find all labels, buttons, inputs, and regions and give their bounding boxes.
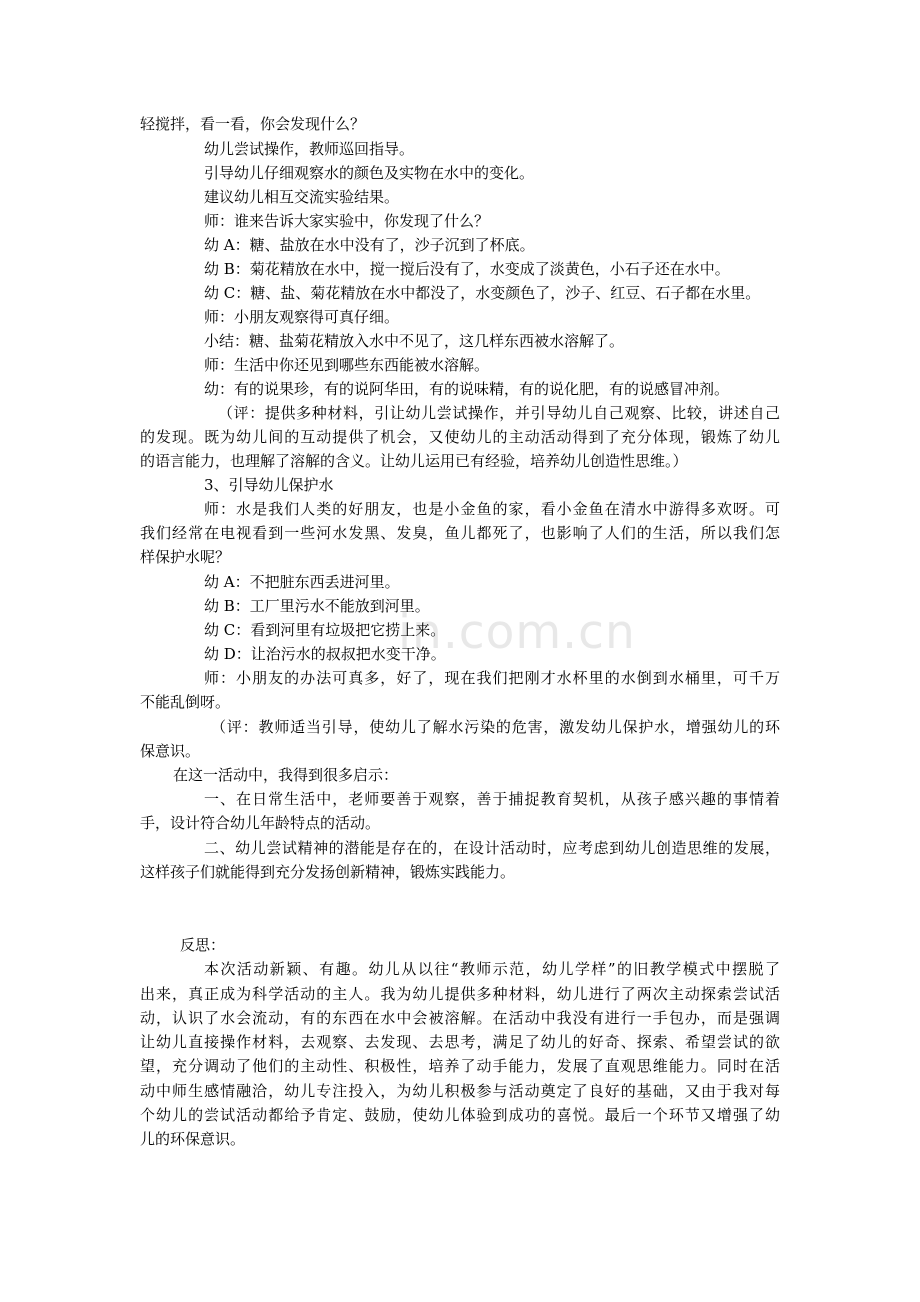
text-line: 幼 D：让治污水的叔叔把水变干净。: [204, 645, 446, 663]
text-line: 幼 B：菊花精放在水中，搅一搅后没有了，水变成了淡黄色，小石子还在水中。: [204, 260, 730, 278]
text-line: 个幼儿的尝试活动都给予肯定、鼓励，使幼儿体验到成功的喜悦。最后一个环节又增强了幼: [140, 1106, 780, 1124]
text-line: 幼 C：糖、盐、菊花精放在水中都没了，水变颜色了，沙子、红豆、石子都在水里。: [204, 284, 761, 302]
text-line: 本次活动新颖、有趣。幼儿从以往“教师示范，幼儿学样”的旧教学模式中摆脱了: [204, 960, 780, 978]
watermark: in.com.cn: [398, 605, 636, 660]
text-line: 我们经常在电视看到一些河水发黑、发臭，鱼儿都死了，也影响了人们的生活，所以我们怎: [140, 524, 780, 542]
section-heading: 反思：: [180, 936, 226, 954]
text-line: 手，设计符合幼儿年龄特点的活动。: [140, 814, 381, 832]
text-line: 师：水是我们人类的好朋友，也是小金鱼的家，看小金鱼在清水中游得多欢呀。可: [204, 500, 780, 518]
text-line: 幼 C：看到河里有垃圾把它捞上来。: [204, 621, 446, 639]
text-line: 这样孩子们就能得到充分发扬创新精神，锻炼实践能力。: [140, 863, 516, 881]
text-line: 动中师生感情融洽，幼儿专注投入，为幼儿积极参与活动奠定了良好的基础，又由于我对每: [140, 1082, 780, 1100]
text-line: 幼 B：工厂里污水不能放到河里。: [204, 597, 430, 615]
text-line: 样保护水呢？: [140, 548, 231, 566]
text-line: 的语言能力，也理解了溶解的含义。让幼儿运用已有经验，培养幼儿创造性思维。）: [140, 452, 688, 470]
text-line: 在这一活动中，我得到很多启示：: [173, 766, 399, 784]
text-line: 师：生活中你还见到哪些东西能被水溶解。: [204, 356, 490, 374]
text-line: 幼：有的说果珍，有的说阿华田，有的说味精，有的说化肥，有的说感冒冲剂。: [204, 380, 730, 398]
text-line: 儿的环保意识。: [140, 1130, 246, 1148]
text-line: （评：教师适当引导，使幼儿了解水污染的危害，激发幼儿保护水，增强幼儿的环: [211, 718, 780, 736]
text-line: 保意识。: [140, 742, 201, 760]
text-line: 幼 A：糖、盐放在水中没有了，沙子沉到了杯底。: [204, 236, 535, 254]
section-heading: 3、引导幼儿保护水: [204, 476, 334, 494]
text-line: 师：小朋友观察得可真仔细。: [204, 308, 400, 326]
text-line: 师：谁来告诉大家实验中，你发现了什么？: [204, 212, 490, 230]
text-line: 的发现。既为幼儿间的互动提供了机会，又使幼儿的主动活动得到了充分体现，锻炼了幼儿: [140, 428, 780, 446]
text-line: 让幼儿直接操作材料，去观察、去发现、去思考，满足了幼儿的好奇、探索、希望尝试的欲: [140, 1033, 780, 1051]
text-line: 出来，真正成为科学活动的主人。我为幼儿提供多种材料，幼儿进行了两次主动探索尝试活: [140, 985, 780, 1003]
text-line: 二、幼儿尝试精神的潜能是存在的，在设计活动时，应考虑到幼儿创造思维的发展，: [204, 839, 780, 857]
text-line: 动，认识了水会流动，有的东西在水中会被溶解。在活动中我没有进行一手包办，而是强调: [140, 1009, 780, 1027]
text-line: 引导幼儿仔细观察水的颜色及实物在水中的变化。: [204, 164, 535, 182]
text-line: 建议幼儿相互交流实验结果。: [204, 188, 400, 206]
text-line: （评：提供多种材料，引让幼儿尝试操作，并引导幼儿自己观察、比较，讲述自己: [218, 404, 780, 422]
text-line: 小结：糖、盐菊花精放入水中不见了，这几样东西被水溶解了。: [204, 332, 625, 350]
text-line: 师：小朋友的办法可真多，好了，现在我们把刚才水杯里的水倒到水桶里，可千万: [204, 669, 780, 687]
text-line: 轻搅拌，看一看，你会发现什么？: [140, 115, 366, 133]
text-line: 幼儿尝试操作，教师巡回指导。: [204, 140, 415, 158]
text-line: 望，充分调动了他们的主动性、积极性，培养了动手能力，发展了直观思维能力。同时在活: [140, 1057, 780, 1075]
text-line: 不能乱倒呀。: [140, 693, 231, 711]
text-line: 幼 A：不把脏东西丢进河里。: [204, 573, 400, 591]
text-line: 一、在日常生活中，老师要善于观察，善于捕捉教育契机，从孩子感兴趣的事情着: [204, 790, 780, 808]
